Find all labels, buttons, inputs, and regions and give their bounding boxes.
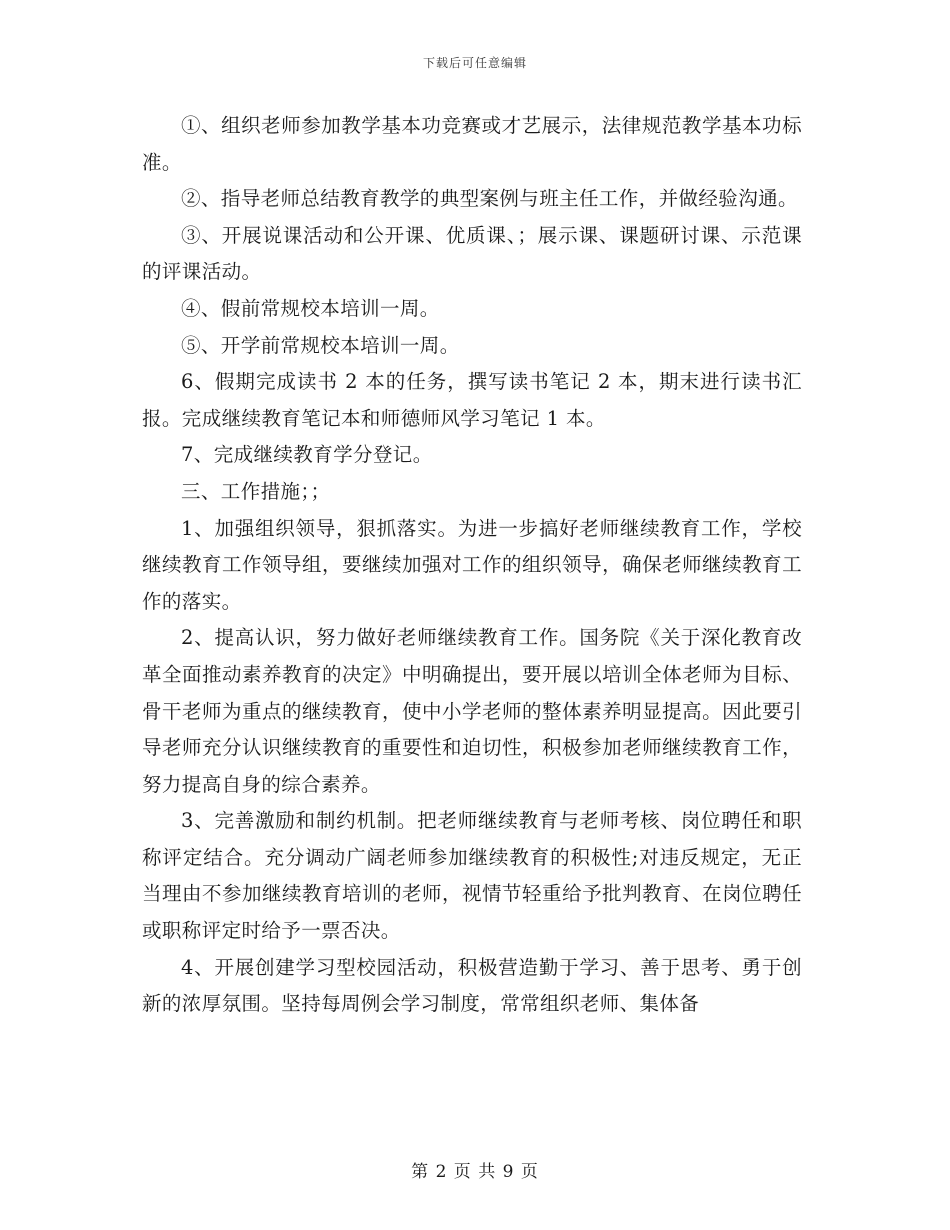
paragraph-item-5: ⑤、开学前常规校本培训一周。 xyxy=(181,333,460,357)
paragraph-item-1: ①、组织老师参加教学基本功竞赛或才艺展示，法律规范教学基本功标准。 xyxy=(142,114,802,174)
page-number-footer: 第 2 页 共 9 页 xyxy=(411,1162,539,1182)
paragraph-measure-4: 4、开展创建学习型校园活动，积极营造勤于学习、善于思考、勇于创新的浓厚氛围。坚持每周例会学习制度，常常组织老师、集体备 xyxy=(142,955,802,1016)
paragraph-item-7: 7、完成继续教育学分登记。 xyxy=(181,443,433,467)
paragraph-measure-2: 2、提高认识，努力做好老师继续教育工作。国务院《关于深化教育改革全面推动素养教育的决定》中明确提出，要开展以培训全体老师为目标、骨干老师为重点的继续教育，使中小学老师的整体素养明显提高。因此要引导老师充分认识继续教育的重要性和迫切性，积极参加老师继续教育工作，努力提高自身的综合素养。 xyxy=(142,626,802,796)
paragraph-measure-3: 3、完善激励和制约机制。把老师继续教育与老师考核、岗位聘任和职称评定结合。充分调动广阔老师参加继续教育的积极性;对违反规定，无正当理由不参加继续教育培训的老师，视情节轻重给予批判教育、在岗位聘任或职称评定时给予一票否决。 xyxy=(142,809,802,943)
paragraph-item-3: ③、开展说课活动和公开课、优质课、；展示课、课题研讨课、示范课的评课活动。 xyxy=(142,223,802,284)
page-header: 下载后可任意编辑 xyxy=(422,56,527,70)
section-heading-measures: 三、工作措施；； xyxy=(181,479,331,503)
paragraph-measure-1: 1、加强组织领导，狠抓落实。为进一步搞好老师继续教育工作，学校继续教育工作领导组，要继续加强对工作的组织领导，确保老师继续教育工作的落实。 xyxy=(142,516,802,613)
paragraph-item-6: 6、假期完成读书 2 本的任务，撰写读书笔记 2 本，期末进行读书汇报。完成继续教育笔记本和师德师风学习笔记 1 本。 xyxy=(142,370,802,430)
paragraph-item-4: ④、假前常规校本培训一周。 xyxy=(181,296,440,320)
document-body xyxy=(142,108,802,1023)
paragraph-item-2: ②、指导老师总结教育教学的典型案例与班主任工作，并做经验沟通。 xyxy=(181,187,798,211)
